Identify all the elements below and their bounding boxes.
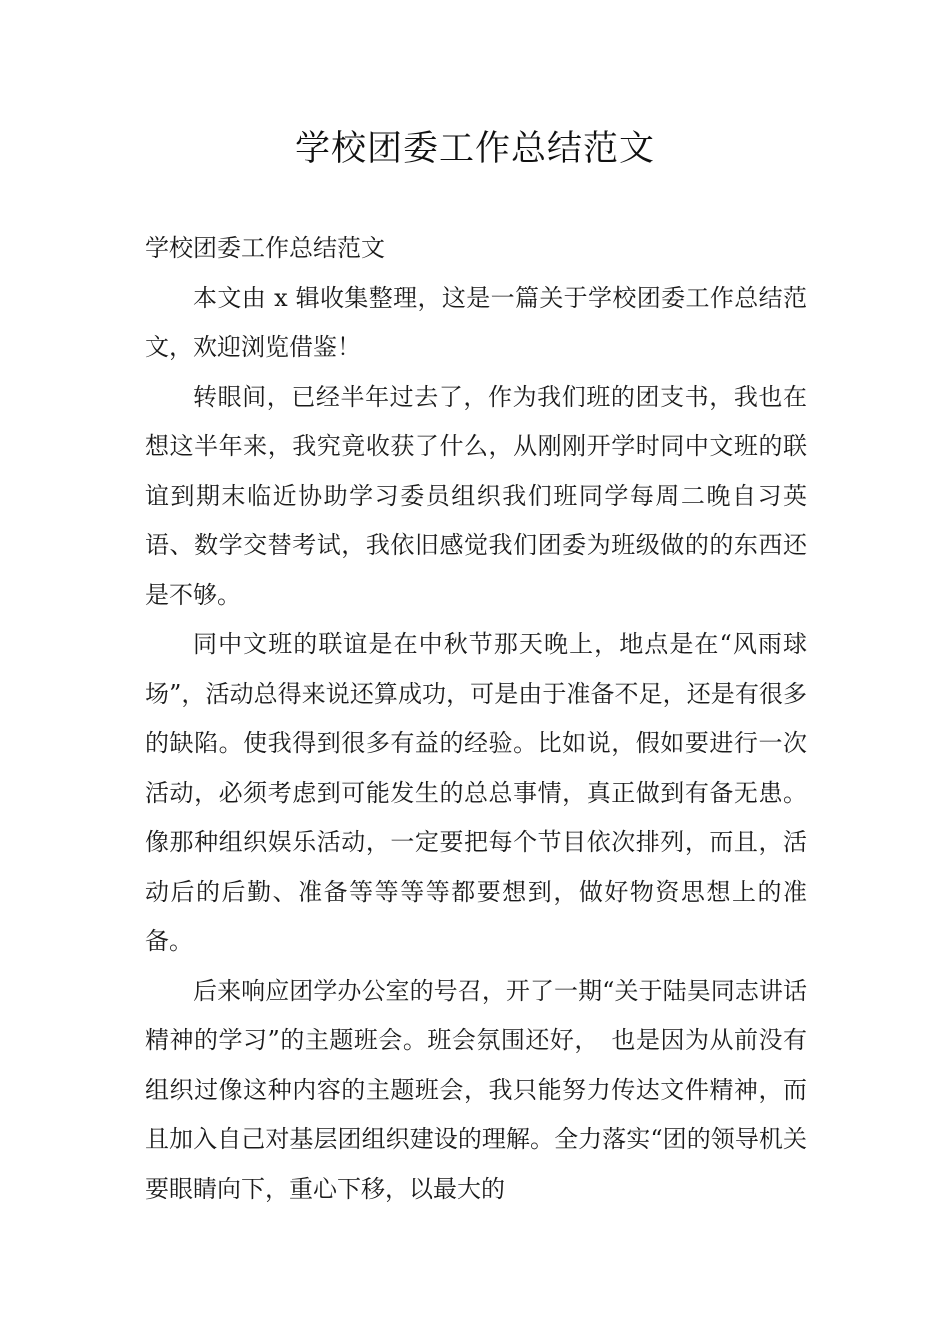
paragraph-intro: 本文由 x 辑收集整理，这是一篇关于学校团委工作总结范文，欢迎浏览借鉴！ (145, 283, 807, 361)
document-title: 学校团委工作总结范文 (294, 129, 655, 169)
paragraph-theme-meeting: 后来响应团学办公室的号召，开了一期“关于陆昊同志讲话精神的学习”的主题班会。班会氛围还好， 也是因为从前没有组织过像这种内容的主题班会，我只能努力传达文件精神，而且加入自己对基层团组织建设的理解。全力落实“团的领导机关要眼睛向下，重心下移，以最大的 (145, 976, 807, 1203)
document-body (145, 224, 807, 1214)
document-subtitle: 学校团委工作总结范文 (145, 234, 385, 262)
paragraph-mid-autumn-event: 同中文班的联谊是在中秋节那天晚上，地点是在“风雨球场”，活动总得来说还算成功，可是由于准备不足，还是有很多的缺陷。使我得到很多有益的经验。比如说，假如要进行一次活动，必须考虑到可能发生的总总事情，真正做到有备无患。像那种组织娱乐活动，一定要把每个节目依次排列，而且，活动后的后勤、准备等等等等都要想到，做好物资思想上的准备。 (145, 630, 807, 955)
paragraph-reflection: 转眼间，已经半年过去了，作为我们班的团支书，我也在想这半年来，我究竟收获了什么，从刚刚开学时同中文班的联谊到期末临近协助学习委员组织我们班同学每周二晚自习英语、数学交替考试，我依旧感觉我们团委为班级做的的东西还是不够。 (145, 382, 807, 609)
